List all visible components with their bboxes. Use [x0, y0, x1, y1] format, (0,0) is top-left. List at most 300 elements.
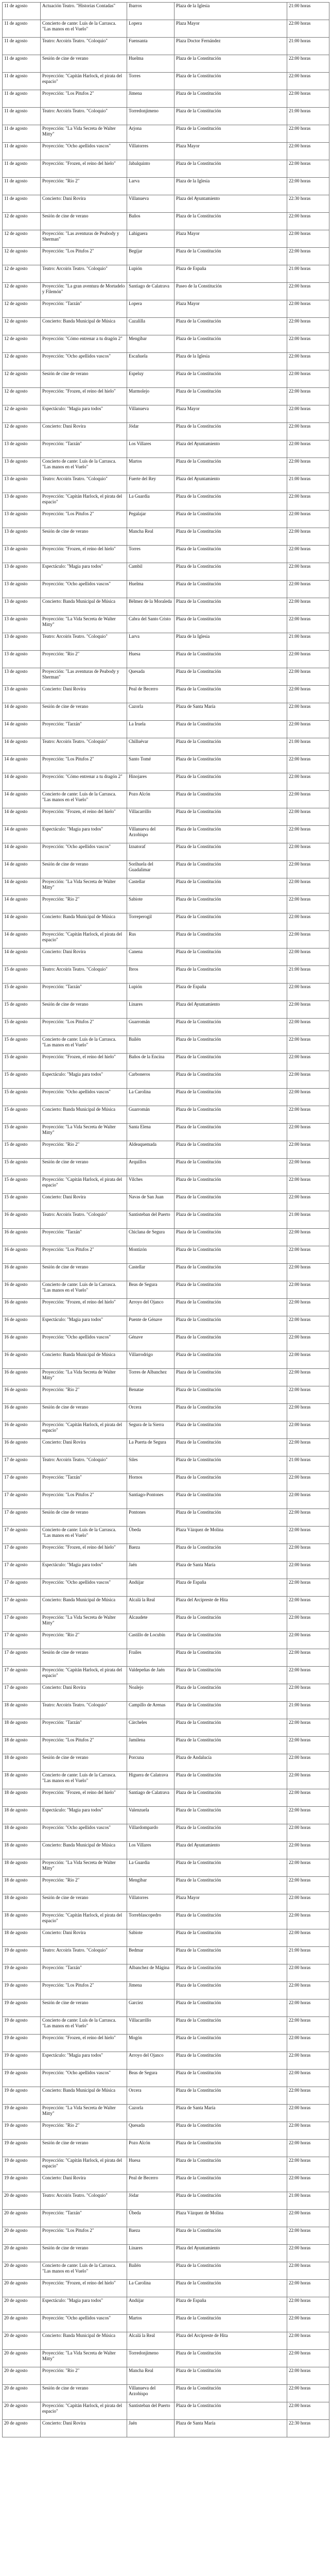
- cell-date: 13 de agosto: [3, 440, 41, 458]
- cell-place: Plaza de la Constitución: [175, 248, 287, 265]
- cell-town: Larva: [127, 633, 175, 651]
- cell-date: 15 de agosto: [3, 1159, 41, 1176]
- cell-town: Garcíez: [127, 1999, 175, 2017]
- cell-date: 17 de agosto: [3, 1544, 41, 1562]
- table-row: [3, 2350, 329, 2367]
- cell-town: Benatae: [127, 1386, 175, 1404]
- cell-event: Proyección: "Ocho apellidos vascos": [41, 2315, 127, 2332]
- table-row: [3, 1019, 329, 1036]
- cell-date: 14 de agosto: [3, 738, 41, 756]
- cell-event: Espectáculo: "Magia para todos": [41, 826, 127, 843]
- cell-place: Plaza de la Constitución: [175, 2175, 287, 2192]
- table-row: [3, 1929, 329, 1947]
- table-row: [3, 370, 329, 388]
- cell-town: Pozo Alcón: [127, 2140, 175, 2157]
- cell-time: 21:00 horas: [287, 3, 329, 20]
- cell-place: Plaza de la Constitución: [175, 2017, 287, 2035]
- cell-event: Concierto: Dani Rovira: [41, 948, 127, 966]
- cell-event: Proyección: "Frozen, el reino del hielo": [41, 1789, 127, 1807]
- cell-event: Concierto: Banda Municipal de Música: [41, 1842, 127, 1859]
- cell-time: 22:00 horas: [287, 2210, 329, 2227]
- table-row: [3, 1807, 329, 1824]
- cell-town: Torreblascopedro: [127, 1912, 175, 1929]
- cell-time: 22:00 horas: [287, 1842, 329, 1859]
- cell-event: Proyección: "Río 2": [41, 651, 127, 668]
- cell-time: 22:00 horas: [287, 948, 329, 966]
- cell-town: Peal de Becerro: [127, 2175, 175, 2192]
- cell-event: Proyección: "La Vida Secreta de Walter Mitty": [41, 1124, 127, 1141]
- cell-town: Sabiote: [127, 896, 175, 913]
- cell-date: 11 de agosto: [3, 108, 41, 125]
- cell-town: Martos: [127, 458, 175, 476]
- table-row: [3, 721, 329, 738]
- cell-date: 13 de agosto: [3, 528, 41, 546]
- cell-event: Proyección: "Tarzán": [41, 1474, 127, 1492]
- cell-place: Plaza de la Constitución: [175, 1684, 287, 1702]
- cell-date: 13 de agosto: [3, 476, 41, 493]
- cell-event: Proyección: "Los Pitufos 2": [41, 2227, 127, 2245]
- table-row: [3, 1054, 329, 1071]
- cell-event: Actuación Teatro. "Historias Contadas": [41, 3, 127, 20]
- cell-date: 12 de agosto: [3, 248, 41, 265]
- cell-event: Concierto: Banda Municipal de Música: [41, 1597, 127, 1614]
- cell-place: Plaza de la Iglesia: [175, 633, 287, 651]
- cell-date: 17 de agosto: [3, 1492, 41, 1509]
- cell-place: Plaza de la Constitución: [175, 1614, 287, 1632]
- table-row: [3, 1562, 329, 1579]
- cell-time: 22:00 horas: [287, 1019, 329, 1036]
- table-row: [3, 1684, 329, 1702]
- cell-date: 17 de agosto: [3, 1597, 41, 1614]
- cell-date: 18 de agosto: [3, 1894, 41, 1912]
- cell-date: 19 de agosto: [3, 2122, 41, 2140]
- cell-time: 22:00 horas: [287, 2280, 329, 2297]
- cell-time: 22:00 horas: [287, 2245, 329, 2262]
- cell-event: Espectáculo: "Magia para todos": [41, 563, 127, 581]
- table-row: [3, 423, 329, 440]
- table-row: [3, 2280, 329, 2297]
- cell-event: Proyección: "Frozen, el reino del hielo": [41, 546, 127, 563]
- cell-place: Plaza de la Constitución: [175, 1281, 287, 1299]
- cell-town: Villanueva del Arzobispo: [127, 2385, 175, 2402]
- cell-town: Castellar: [127, 1264, 175, 1281]
- table-row: [3, 563, 329, 581]
- cell-place: Plaza Mayor: [175, 230, 287, 248]
- cell-date: 14 de agosto: [3, 791, 41, 808]
- cell-date: 13 de agosto: [3, 651, 41, 668]
- cell-time: 22:00 horas: [287, 388, 329, 405]
- cell-date: 20 de agosto: [3, 2350, 41, 2367]
- cell-place: Plaza de la Constitución: [175, 826, 287, 843]
- cell-town: Andújar: [127, 2297, 175, 2315]
- cell-event: Proyección: "Frozen, el reino del hielo": [41, 1054, 127, 1071]
- cell-date: 19 de agosto: [3, 2017, 41, 2035]
- cell-town: Bedmar: [127, 1947, 175, 1964]
- cell-date: 13 de agosto: [3, 668, 41, 686]
- cell-event: Proyección: "Tarzán": [41, 1719, 127, 1737]
- cell-place: Plaza de la Constitución: [175, 1124, 287, 1141]
- cell-time: 22:00 horas: [287, 248, 329, 265]
- table-row: [3, 1614, 329, 1632]
- cell-place: Plaza de la Constitución: [175, 1036, 287, 1054]
- cell-event: Concierto: Dani Rovira: [41, 1929, 127, 1947]
- cell-event: Sesión de cine de verano: [41, 2140, 127, 2157]
- cell-date: 11 de agosto: [3, 125, 41, 143]
- table-row: [3, 458, 329, 476]
- cell-date: 16 de agosto: [3, 1299, 41, 1316]
- cell-town: Baeza: [127, 2227, 175, 2245]
- cell-town: Martos: [127, 2315, 175, 2332]
- cell-place: Plaza de la Constitución: [175, 738, 287, 756]
- cell-date: 14 de agosto: [3, 826, 41, 843]
- table-row: [3, 1474, 329, 1492]
- cell-town: Arroyo del Ojanco: [127, 1299, 175, 1316]
- cell-event: Proyección: "Ocho apellidos vascos": [41, 143, 127, 160]
- cell-place: Plaza de la Constitución: [175, 1947, 287, 1964]
- cell-event: Proyección: "Ocho apellidos vascos": [41, 353, 127, 370]
- table-row: [3, 2140, 329, 2157]
- cell-date: 11 de agosto: [3, 195, 41, 213]
- cell-date: 16 de agosto: [3, 1281, 41, 1299]
- cell-town: Espeluy: [127, 370, 175, 388]
- cell-event: Proyección: "Los Pitufos 2": [41, 1737, 127, 1754]
- cell-place: Plaza de la Constitución: [175, 90, 287, 108]
- cell-place: Plaza de la Constitución: [175, 388, 287, 405]
- cell-town: Cazalilla: [127, 318, 175, 335]
- cell-town: Santisteban del Puerto: [127, 2402, 175, 2420]
- cell-place: Plaza de la Constitución: [175, 1509, 287, 1527]
- cell-time: 22:00 horas: [287, 1894, 329, 1912]
- cell-event: Teatro: Arcoiris Teatro. "Coloquio": [41, 1211, 127, 1229]
- cell-place: Plaza de la Constitución: [175, 791, 287, 808]
- cell-event: Concierto de cante: Luis de la Carrasca. "Las manos en el Vuelo": [41, 791, 127, 808]
- cell-date: 20 de agosto: [3, 2262, 41, 2280]
- table-row: [3, 1719, 329, 1737]
- table-row: [3, 1141, 329, 1159]
- cell-time: 22:00 horas: [287, 2035, 329, 2052]
- cell-place: Plaza de la Constitución: [175, 335, 287, 353]
- cell-place: Plaza de la Constitución: [175, 493, 287, 511]
- cell-event: Proyección: "Capitán Harlock, el pirata del espacio": [41, 1421, 127, 1439]
- cell-event: Concierto: Banda Municipal de Música: [41, 318, 127, 335]
- cell-town: Andújar: [127, 1579, 175, 1597]
- cell-date: 12 de agosto: [3, 318, 41, 335]
- cell-event: Proyección: "Las aventuras de Peabody y Sherman": [41, 668, 127, 686]
- cell-town: Castellar: [127, 878, 175, 896]
- cell-time: 22:00 horas: [287, 1509, 329, 1527]
- cell-event: Proyección: "La Vida Secreta de Walter Mitty": [41, 2105, 127, 2122]
- cell-town: Jimena: [127, 90, 175, 108]
- cell-event: Proyección: "Capitán Harlock, el pirata del espacio": [41, 493, 127, 511]
- cell-place: Plaza del Ayuntamiento: [175, 1842, 287, 1859]
- cell-place: Plaza Doctor Fernández: [175, 38, 287, 55]
- cell-town: Vilches: [127, 1176, 175, 1194]
- cell-town: Jamilena: [127, 1737, 175, 1754]
- cell-event: Proyección: "Cómo entrenar a tu dragón 2": [41, 335, 127, 353]
- cell-date: 13 de agosto: [3, 563, 41, 581]
- table-row: [3, 248, 329, 265]
- cell-town: Segura de la Sierra: [127, 1421, 175, 1439]
- cell-town: Jódar: [127, 423, 175, 440]
- table-row: [3, 335, 329, 353]
- cell-date: 19 de agosto: [3, 2070, 41, 2087]
- cell-time: 22:00 horas: [287, 1684, 329, 1702]
- cell-place: Plaza de la Constitución: [175, 2385, 287, 2402]
- cell-event: Concierto de cante: Luis de la Carrasca. "Las manos en el Vuelo": [41, 2017, 127, 2035]
- cell-time: 22:00 horas: [287, 1404, 329, 1421]
- cell-event: Proyección: "Los Pitufos 2": [41, 1019, 127, 1036]
- cell-event: Sesión de cine de verano: [41, 861, 127, 878]
- cell-date: 11 de agosto: [3, 20, 41, 38]
- cell-place: Plaza de la Constitución: [175, 55, 287, 73]
- cell-town: Fuerte del Rey: [127, 476, 175, 493]
- cell-time: 22:00 horas: [287, 843, 329, 861]
- cell-date: 14 de agosto: [3, 703, 41, 721]
- cell-place: Plaza del Ayuntamiento: [175, 1001, 287, 1019]
- cell-place: Plaza de la Constitución: [175, 581, 287, 598]
- cell-time: 22:00 horas: [287, 318, 329, 335]
- cell-town: Noalejo: [127, 1684, 175, 1702]
- cell-date: 20 de agosto: [3, 2210, 41, 2227]
- cell-town: Arquillos: [127, 1159, 175, 1176]
- cell-place: Plaza de la Constitución: [175, 2192, 287, 2210]
- cell-place: Plaza de la Constitución: [175, 1544, 287, 1562]
- cell-event: Proyección: "Frozen, el reino del hielo": [41, 2280, 127, 2297]
- cell-event: Espectáculo: "Magia para todos": [41, 2052, 127, 2070]
- table-row: [3, 1334, 329, 1351]
- cell-place: Plaza Mayor: [175, 300, 287, 318]
- cell-time: 22:00 horas: [287, 2140, 329, 2157]
- cell-event: Concierto: Dani Rovira: [41, 423, 127, 440]
- cell-place: Plaza de la Constitución: [175, 370, 287, 388]
- cell-event: Proyección: "Tarzán": [41, 2210, 127, 2227]
- cell-date: 15 de agosto: [3, 1124, 41, 1141]
- cell-time: 22:00 horas: [287, 230, 329, 248]
- table-row: [3, 1421, 329, 1439]
- table-row: [3, 125, 329, 143]
- cell-date: 20 de agosto: [3, 2402, 41, 2420]
- cell-event: Concierto: Banda Municipal de Música: [41, 2332, 127, 2350]
- cell-time: 22:00 horas: [287, 581, 329, 598]
- cell-event: Proyección: "Ocho apellidos vascos": [41, 1089, 127, 1106]
- table-row: [3, 388, 329, 405]
- table-row: [3, 1912, 329, 1929]
- cell-event: Proyección: "Río 2": [41, 2367, 127, 2385]
- cell-place: Plaza de la Constitución: [175, 843, 287, 861]
- cell-event: Proyección: "Tarzán": [41, 440, 127, 458]
- cell-event: Espectáculo: "Magia para todos": [41, 1316, 127, 1334]
- cell-place: Plaza de la Constitución: [175, 511, 287, 528]
- table-row: [3, 73, 329, 90]
- cell-date: 15 de agosto: [3, 984, 41, 1001]
- cell-town: Baños de la Encina: [127, 1054, 175, 1071]
- table-row: [3, 2192, 329, 2210]
- cell-town: Villanueva del Arzobispo: [127, 826, 175, 843]
- cell-date: 14 de agosto: [3, 861, 41, 878]
- cell-date: 14 de agosto: [3, 896, 41, 913]
- cell-date: 14 de agosto: [3, 843, 41, 861]
- cell-time: 22:00 horas: [287, 2052, 329, 2070]
- cell-time: 22:00 horas: [287, 826, 329, 843]
- cell-town: Valenzuela: [127, 1807, 175, 1824]
- cell-town: Larva: [127, 178, 175, 195]
- table-row: [3, 1001, 329, 1019]
- cell-event: Proyección: "Río 2": [41, 2122, 127, 2140]
- cell-town: Villacarrillo: [127, 808, 175, 826]
- cell-time: 21:00 horas: [287, 1211, 329, 1229]
- table-row: [3, 265, 329, 283]
- table-row: [3, 546, 329, 563]
- cell-date: 17 de agosto: [3, 1614, 41, 1632]
- table-row: [3, 300, 329, 318]
- cell-town: Navas de San Juan: [127, 1194, 175, 1211]
- cell-date: 11 de agosto: [3, 73, 41, 90]
- cell-event: Concierto de cante: Luis de la Carrasca. "Las manos en el Vuelo": [41, 20, 127, 38]
- cell-date: 16 de agosto: [3, 1229, 41, 1246]
- cell-town: Santiago de Calatrava: [127, 283, 175, 300]
- cell-town: Jódar: [127, 2192, 175, 2210]
- cell-date: 19 de agosto: [3, 2087, 41, 2105]
- cell-event: Proyección: "Ocho apellidos vascos": [41, 1579, 127, 1597]
- cell-date: 12 de agosto: [3, 405, 41, 423]
- cell-place: Plaza de la Constitución: [175, 1229, 287, 1246]
- cell-place: Plaza de la Constitución: [175, 1439, 287, 1456]
- table-row: [3, 528, 329, 546]
- cell-place: Plaza de la Constitución: [175, 1106, 287, 1124]
- table-row: [3, 2315, 329, 2332]
- table-row: [3, 2402, 329, 2420]
- cell-date: 19 de agosto: [3, 2157, 41, 2175]
- cell-time: 22:00 horas: [287, 1194, 329, 1211]
- cell-date: 13 de agosto: [3, 633, 41, 651]
- table-row: [3, 1632, 329, 1649]
- cell-event: Proyección: "La Vida Secreta de Walter Mitty": [41, 125, 127, 143]
- cell-date: 12 de agosto: [3, 213, 41, 230]
- cell-place: Plaza de la Constitución: [175, 948, 287, 966]
- table-row: [3, 1211, 329, 1229]
- cell-event: Proyección: "Ocho apellidos vascos": [41, 1334, 127, 1351]
- cell-place: Plaza de la Constitución: [175, 160, 287, 178]
- cell-date: 17 de agosto: [3, 1474, 41, 1492]
- cell-time: 22:00 horas: [287, 1772, 329, 1789]
- cell-date: 16 de agosto: [3, 1404, 41, 1421]
- cell-time: 22:00 horas: [287, 1264, 329, 1281]
- cell-event: Concierto: Dani Rovira: [41, 2420, 127, 2437]
- cell-town: Cazorla: [127, 703, 175, 721]
- cell-place: Plaza de la Constitución: [175, 756, 287, 773]
- cell-place: Plaza de la Constitución: [175, 1054, 287, 1071]
- cell-time: 22:00 horas: [287, 511, 329, 528]
- cell-town: Lopera: [127, 20, 175, 38]
- cell-event: Concierto: Banda Municipal de Música: [41, 1351, 127, 1369]
- table-row: [3, 143, 329, 160]
- cell-place: Plaza de la Constitución: [175, 1089, 287, 1106]
- cell-place: Plaza de la Constitución: [175, 125, 287, 143]
- cell-town: Pontones: [127, 1509, 175, 1527]
- table-row: [3, 2262, 329, 2280]
- table-row: [3, 1299, 329, 1316]
- cell-town: Cambil: [127, 563, 175, 581]
- cell-time: 22:00 horas: [287, 2017, 329, 2035]
- cell-time: 22:00 horas: [287, 2297, 329, 2315]
- cell-town: Linares: [127, 2245, 175, 2262]
- table-row: [3, 1772, 329, 1789]
- cell-date: 20 de agosto: [3, 2332, 41, 2350]
- cell-date: 15 de agosto: [3, 1001, 41, 1019]
- cell-date: 19 de agosto: [3, 2175, 41, 2192]
- events-table: [2, 2, 329, 2437]
- cell-town: Jaén: [127, 1562, 175, 1579]
- cell-date: 15 de agosto: [3, 1194, 41, 1211]
- cell-town: Chilluévar: [127, 738, 175, 756]
- cell-town: Villatorres: [127, 143, 175, 160]
- cell-place: Plaza de la Iglesia: [175, 353, 287, 370]
- cell-town: Hornos: [127, 1474, 175, 1492]
- cell-town: Torres: [127, 546, 175, 563]
- cell-town: Jaén: [127, 2420, 175, 2437]
- cell-event: Teatro: Arcoiris Teatro. "Coloquio": [41, 265, 127, 283]
- cell-date: 20 de agosto: [3, 2227, 41, 2245]
- cell-time: 22:00 horas: [287, 20, 329, 38]
- table-row: [3, 878, 329, 896]
- cell-town: Pozo Alcón: [127, 791, 175, 808]
- table-row: [3, 633, 329, 651]
- cell-date: 14 de agosto: [3, 931, 41, 948]
- cell-time: 22:00 horas: [287, 1089, 329, 1106]
- table-row: [3, 405, 329, 423]
- cell-place: Plaza de la Constitución: [175, 1421, 287, 1439]
- cell-time: 22:00 horas: [287, 931, 329, 948]
- cell-town: Mancha Real: [127, 528, 175, 546]
- cell-date: 19 de agosto: [3, 1982, 41, 1999]
- cell-time: 22:00 horas: [287, 1824, 329, 1842]
- cell-place: Plaza de la Constitución: [175, 1649, 287, 1667]
- cell-date: 18 de agosto: [3, 1789, 41, 1807]
- cell-event: Concierto de cante: Luis de la Carrasca. "Las manos en el Vuelo": [41, 1527, 127, 1544]
- table-row: [3, 2122, 329, 2140]
- cell-place: Plaza del Arcipreste de Hita: [175, 1597, 287, 1614]
- cell-date: 18 de agosto: [3, 1772, 41, 1789]
- cell-town: Carboneros: [127, 1071, 175, 1089]
- cell-place: Plaza de la Constitución: [175, 1999, 287, 2017]
- cell-time: 22:00 horas: [287, 1316, 329, 1334]
- cell-place: Plaza de la Constitución: [175, 1071, 287, 1089]
- table-row: [3, 1229, 329, 1246]
- table-row: [3, 651, 329, 668]
- cell-event: Concierto de cante: Luis de la Carrasca. "Las manos en el Vuelo": [41, 2262, 127, 2280]
- cell-place: Plaza de la Constitución: [175, 1456, 287, 1474]
- table-row: [3, 756, 329, 773]
- cell-event: Proyección: "Río 2": [41, 1386, 127, 1404]
- cell-event: Proyección: "Tarzán": [41, 300, 127, 318]
- cell-place: Plaza de la Constitución: [175, 2262, 287, 2280]
- table-row: [3, 2052, 329, 2070]
- cell-date: 18 de agosto: [3, 1702, 41, 1719]
- cell-place: Plaza de la Constitución: [175, 773, 287, 791]
- table-row: [3, 703, 329, 721]
- cell-time: 22:00 horas: [287, 563, 329, 581]
- cell-town: Montizón: [127, 1246, 175, 1264]
- cell-place: Plaza de España: [175, 2297, 287, 2315]
- cell-place: Plaza de la Constitución: [175, 1737, 287, 1754]
- cell-place: Plaza de la Constitución: [175, 2402, 287, 2420]
- cell-time: 22:00 horas: [287, 2070, 329, 2087]
- cell-event: Espectáculo: "Magia para todos": [41, 1071, 127, 1089]
- table-row: [3, 1036, 329, 1054]
- cell-date: 18 de agosto: [3, 1737, 41, 1754]
- cell-date: 18 de agosto: [3, 1754, 41, 1772]
- cell-date: 12 de agosto: [3, 230, 41, 248]
